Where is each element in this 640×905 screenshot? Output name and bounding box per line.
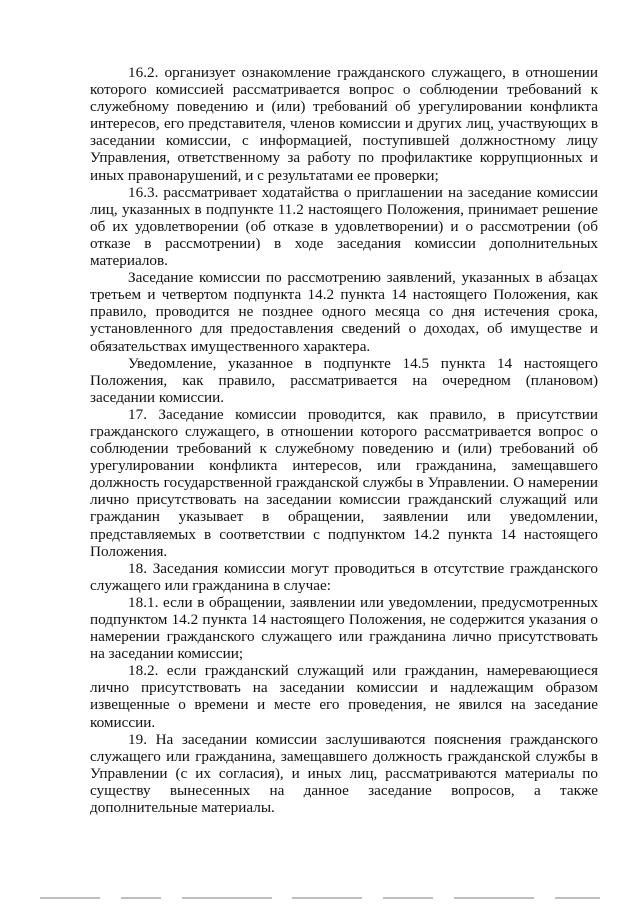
document-body (90, 64, 598, 816)
scan-footer-artifact (40, 897, 600, 900)
scan-mark (555, 897, 600, 899)
paragraph-18: 18. Заседания комиссии могут проводиться в отсутствие гражданского служащего или гражданина в случае: (90, 559, 598, 594)
scan-mark (383, 897, 433, 899)
paragraph-16-3: 16.3. рассматривает ходатайства о приглашении на заседание комиссии лиц, указанных в подпункте 11.2 настоящего Положения, принимает решение об их удовлетворении (об отказе в удовлетворении) и о рассмотрении (об отказе в рассмотрении) в ходе заседания комиссии дополнительных материалов. (90, 183, 598, 270)
scan-mark (182, 897, 272, 899)
paragraph-notification: Уведомление, указанное в подпункте 14.5 пункта 14 настоящего Положения, как правило, рассматривается на очередном (плановом) заседании комиссии. (90, 354, 598, 406)
scan-mark (292, 897, 362, 899)
paragraph-meeting-applications: Заседание комиссии по рассмотрению заявлений, указанных в абзацах третьем и четвертом подпункта 14.2 пункта 14 настоящего Положения, как правило, проводится не позднее одного месяца со дня истечения срока, установленного для предоставления сведений о доходах, об имуществе и обязательствах имущественного характера. (90, 269, 598, 355)
scan-mark (40, 897, 100, 899)
paragraph-18-2: 18.2. если гражданский служащий или гражданин, намеревающиеся лично присутствовать на заседании комиссии и надлежащим образом извещенные о времени и месте его проведения, не явился на заседание комиссии. (90, 662, 598, 731)
paragraph-17: 17. Заседание комиссии проводится, как правило, в присутствии гражданского служащего, в отношении которого рассматривается вопрос о соблюдении требований к служебному поведению и (или) требований об урегулировании конфликта интересов, или гражданина, замещавшего должность государственной гражданской службы в Управлении. О намерении лично присутствовать на заседании комиссии гражданский служащий или гражданин указывает в обращении, заявлении или уведомлении, представляемых в соответствии с подпунктом 14.2 пункта 14 настоящего Положения. (90, 405, 598, 560)
paragraph-19: 19. На заседании комиссии заслушиваются пояснения гражданского служащего или гражданина, замещавшего должность гражданской службы в Управлении (с их согласия), и иных лиц, рассматриваются материалы по существу вынесенных на данное заседание вопросов, а также дополнительные материалы. (90, 730, 598, 817)
paragraph-16-2: 16.2. организует ознакомление гражданского служащего, в отношении которого комиссией рассматривается вопрос о соблюдении требований к служебному поведению и (или) требований об урегулировании конфликта интересов, его представителя, членов комиссии и других лиц, участвующих в заседании комиссии, с информацией, поступившей должностному лицу Управления, ответственному за работу по профилактике коррупционных и иных правонарушений, и с результатами ее проверки; (90, 64, 598, 184)
scan-mark (454, 897, 534, 899)
scan-mark (121, 897, 161, 899)
paragraph-18-1: 18.1. если в обращении, заявлении или уведомлении, предусмотренных подпунктом 14.2 пункта 14 настоящего Положения, не содержится указания о намерении гражданского служащего или гражданина лично присутствовать на заседании комиссии; (90, 593, 598, 663)
